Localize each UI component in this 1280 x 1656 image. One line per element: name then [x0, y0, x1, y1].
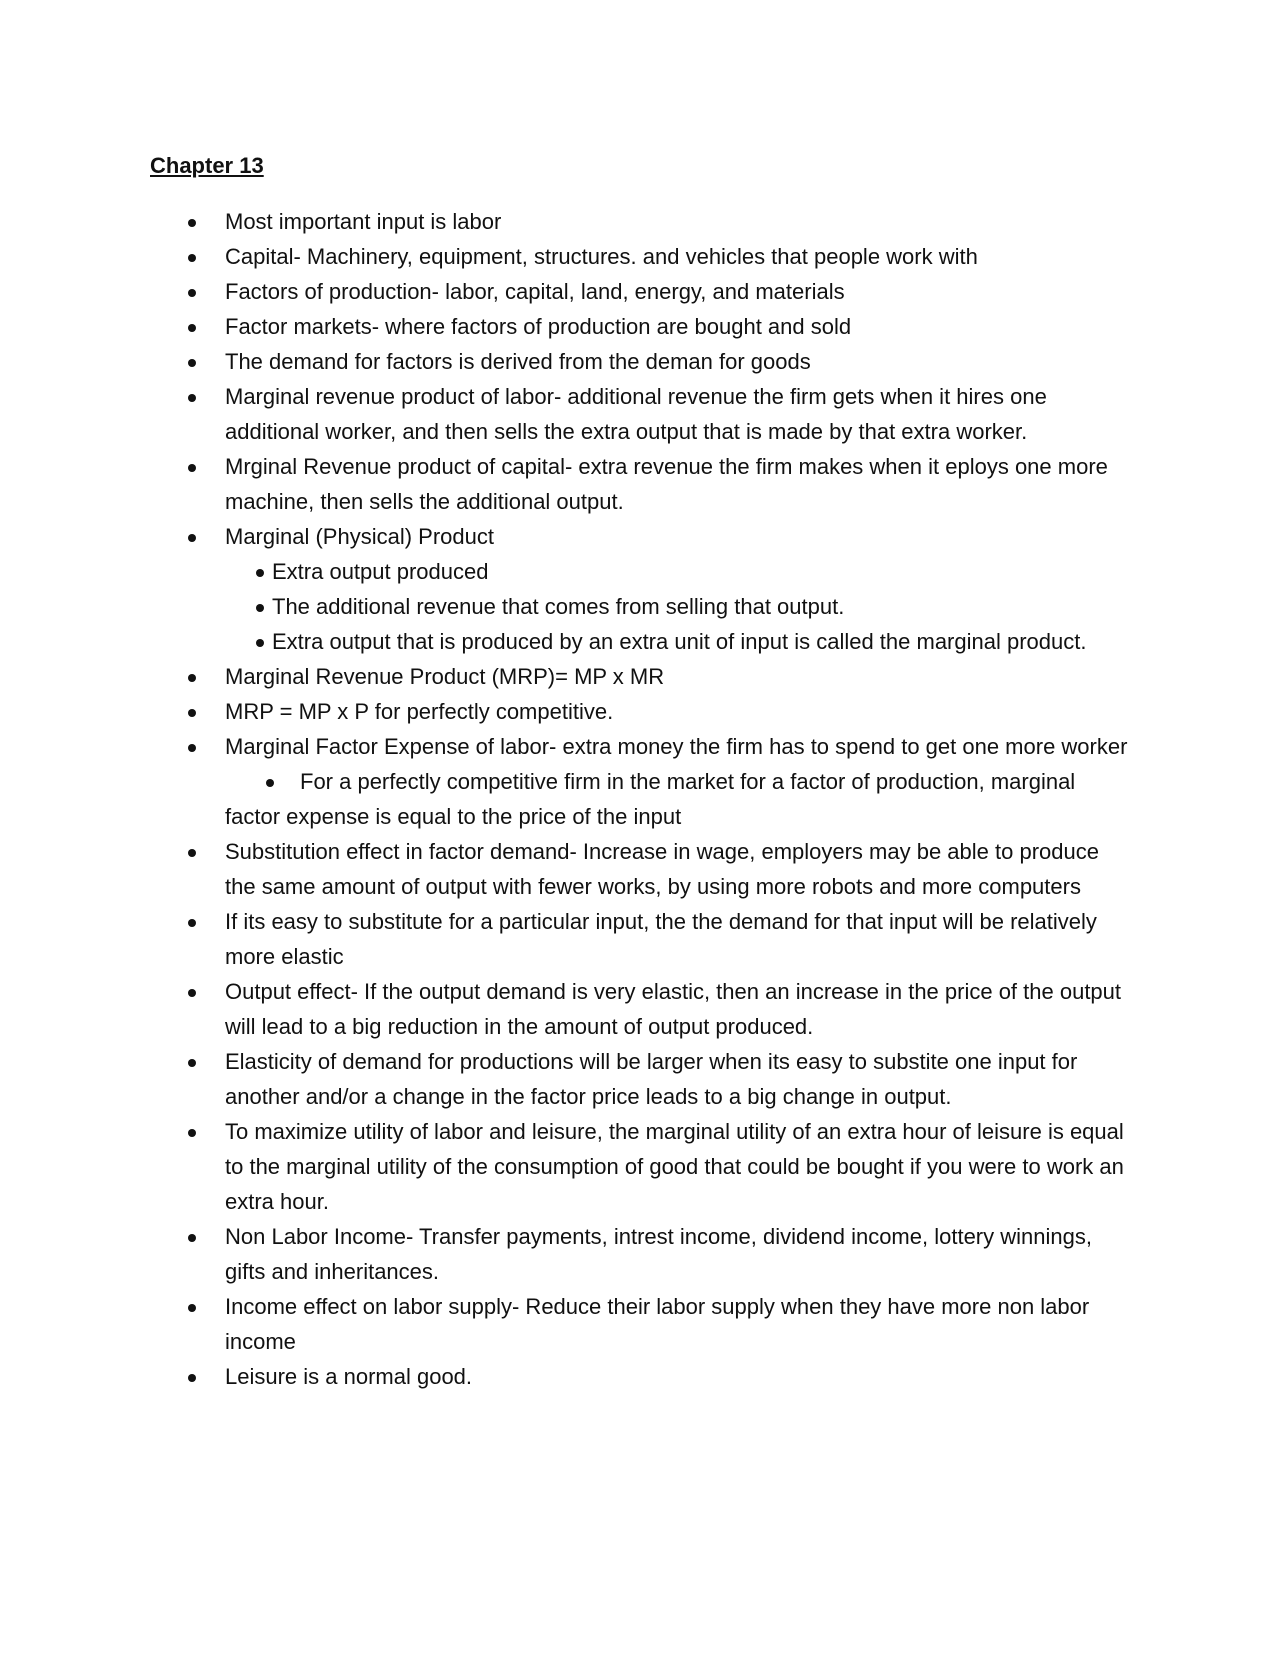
sub-list-item — [150, 589, 1130, 624]
bullet-icon — [188, 674, 196, 682]
bullet-icon — [188, 1374, 196, 1382]
list-item-text: Mrginal Revenue product of capital- extra revenue the firm makes when it eploys one more machine, then sells the additional output. — [225, 454, 1108, 514]
bullet-icon — [188, 1304, 196, 1312]
bullet-icon — [188, 324, 196, 332]
list-item — [150, 1289, 1130, 1359]
list-item — [150, 1219, 1130, 1289]
list-item — [150, 1114, 1130, 1219]
list-item-text: Income effect on labor supply- Reduce their labor supply when they have more non labor income — [225, 1294, 1090, 1354]
bullet-icon — [256, 569, 264, 577]
list-item-text: Marginal Revenue Product (MRP)= MP x MR — [225, 664, 665, 689]
sub-list-item — [150, 554, 1130, 589]
list-item — [150, 239, 1130, 274]
list-item — [150, 344, 1130, 379]
bullet-icon — [188, 289, 196, 297]
bullet-icon — [188, 919, 196, 927]
bullet-icon — [188, 849, 196, 857]
list-item — [150, 729, 1130, 764]
list-item-text: Output effect- If the output demand is very elastic, then an increase in the price of the output will lead to a big reduction in the amount of output produced. — [225, 979, 1122, 1039]
bullet-icon — [188, 744, 196, 752]
list-item-text: Elasticity of demand for productions will be larger when its easy to substite one input for another and/or a change in the factor price leads to a big change in output. — [225, 1049, 1078, 1109]
list-item-text: To maximize utility of labor and leisure, the marginal utility of an extra hour of leisure is equal to the marginal utility of the consumption of good that could be bought if you were to work an extra hour. — [225, 1119, 1124, 1214]
list-item-text: Factors of production- labor, capital, land, energy, and materials — [225, 279, 845, 304]
list-item-text: The demand for factors is derived from the deman for goods — [225, 349, 811, 374]
list-item — [150, 904, 1130, 974]
bullet-icon — [188, 989, 196, 997]
list-item-text: Leisure is a normal good. — [225, 1364, 473, 1389]
list-item-text: Marginal revenue product of labor- additional revenue the firm gets when it hires one additional worker, and then sells the extra output that is made by that extra worker. — [225, 384, 1047, 444]
list-item — [150, 974, 1130, 1044]
bullet-icon — [188, 464, 196, 472]
sub-list-item-text: The additional revenue that comes from selling that output. — [272, 594, 845, 619]
list-item — [150, 1044, 1130, 1114]
sub-list-item — [150, 624, 1130, 659]
page-title: Chapter 13 — [150, 153, 264, 178]
list-item — [150, 659, 1130, 694]
notes-list — [150, 204, 1130, 1394]
bullet-icon — [188, 1059, 196, 1067]
list-item-text: Most important input is labor — [225, 209, 502, 234]
list-item — [150, 519, 1130, 554]
bullet-icon — [266, 779, 274, 787]
sub-list-item — [150, 764, 1130, 834]
list-item-text: Marginal (Physical) Product — [225, 524, 494, 549]
list-item — [150, 379, 1130, 449]
sub-list-item-text: Extra output that is produced by an extra unit of input is called the marginal product. — [272, 629, 1087, 654]
list-item — [150, 834, 1130, 904]
list-item — [150, 1359, 1130, 1394]
sub-list-item-text: For a perfectly competitive firm in the market for a factor of production, marginal factor expense is equal to the price of the input — [225, 769, 1076, 829]
bullet-icon — [256, 639, 264, 647]
list-item-text: Non Labor Income- Transfer payments, intrest income, dividend income, lottery winnings, gifts and inheritances. — [225, 1224, 1092, 1284]
list-item — [150, 449, 1130, 519]
bullet-icon — [188, 709, 196, 717]
bullet-icon — [188, 219, 196, 227]
bullet-icon — [188, 534, 196, 542]
list-item-text: MRP = MP x P for perfectly competitive. — [225, 699, 614, 724]
sub-list-item-text: Extra output produced — [272, 559, 489, 584]
list-item — [150, 694, 1130, 729]
bullet-icon — [188, 359, 196, 367]
bullet-icon — [188, 1129, 196, 1137]
bullet-icon — [188, 254, 196, 262]
bullet-icon — [188, 394, 196, 402]
list-item-text: Factor markets- where factors of production are bought and sold — [225, 314, 852, 339]
list-item — [150, 309, 1130, 344]
list-item-text: Marginal Factor Expense of labor- extra money the firm has to spend to get one more worker — [225, 734, 1128, 759]
list-item-text: Substitution effect in factor demand- Increase in wage, employers may be able to produce the same amount of output with fewer works, by using more robots and more computers — [225, 839, 1099, 899]
list-item-text: Capital- Machinery, equipment, structures. and vehicles that people work with — [225, 244, 978, 269]
list-item-text: If its easy to substitute for a particular input, the the demand for that input will be relatively more elastic — [225, 909, 1097, 969]
list-item — [150, 204, 1130, 239]
list-item — [150, 274, 1130, 309]
bullet-icon — [256, 604, 264, 612]
bullet-icon — [188, 1234, 196, 1242]
